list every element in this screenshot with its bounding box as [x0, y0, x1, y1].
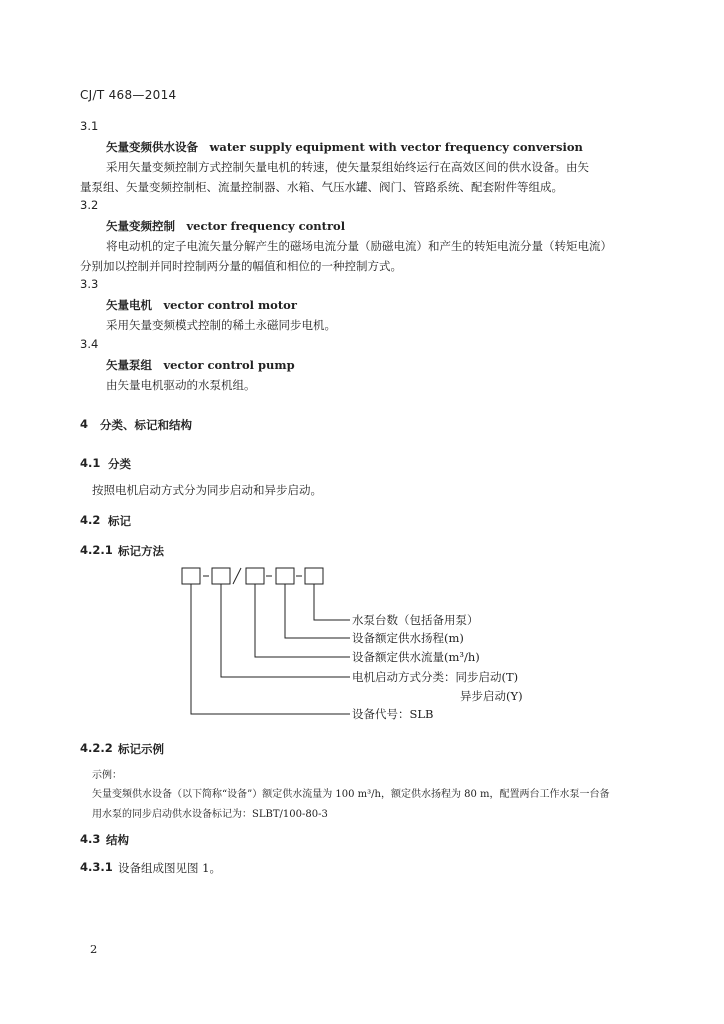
example-label: 示例： — [92, 770, 122, 781]
section-title: 标记方法 — [118, 544, 164, 558]
code-box — [212, 568, 230, 584]
definition-text: 量泵组、矢量变频控制柜、流量控制器、水箱、气压水罐、阀门、管路系统、配套附件等组成。 — [80, 180, 563, 194]
code-box — [305, 568, 323, 584]
section-number: 4.1 — [80, 456, 101, 470]
term-title: 矢量泵组 vector control pump — [106, 358, 295, 372]
diagram-label: 设备额定供水流量(m³/h) — [352, 650, 480, 664]
diagram-label: 设备代号：SLB — [352, 707, 434, 721]
diagram-label: 水泵台数（包括备用泵） — [352, 613, 479, 627]
diagram-label: 设备额定供水扬程(m) — [352, 631, 464, 645]
section-title: 分类、标记和结构 — [100, 418, 192, 432]
definition-text: 采用矢量变频模式控制的稀土永磁同步电机。 — [106, 318, 336, 332]
definition-text: 分别加以控制并同时控制两分量的幅值和相位的一种控制方式。 — [80, 259, 402, 273]
section-title: 标记示例 — [118, 742, 164, 756]
section-title: 结构 — [106, 833, 129, 847]
section-number: 3.4 — [80, 337, 99, 351]
section-number: 4.2 — [80, 513, 101, 527]
section-title: 分类 — [108, 457, 131, 471]
code-box — [246, 568, 264, 584]
document-header: CJ/T 468—2014 — [80, 88, 177, 102]
example-text: 用水泵的同步启动供水设备标记为：SLBT/100-80-3 — [92, 809, 328, 820]
code-box — [276, 568, 294, 584]
section-number: 3.1 — [80, 119, 99, 133]
body-text: 设备组成图见图 1。 — [118, 861, 221, 875]
diagram-label: 异步启动(Y) — [460, 689, 523, 703]
section-number: 3.3 — [80, 277, 99, 291]
term-title: 矢量变频供水设备 water supply equipment with vector frequency conversion — [106, 140, 583, 154]
page-number: 2 — [90, 942, 98, 956]
definition-text: 由矢量电机驱动的水泵机组。 — [106, 378, 256, 392]
body-text: 按照电机启动方式分为同步启动和异步启动。 — [92, 483, 322, 497]
example-text: 矢量变频供水设备（以下简称“设备”）额定供水流量为 100 m³/h，额定供水扬程为 80 m，配置两台工作水泵一台备 — [92, 789, 610, 800]
section-number: 4.3.1 — [80, 860, 113, 874]
section-number: 4.2.1 — [80, 543, 113, 557]
section-number: 4 — [80, 417, 89, 431]
section-title: 标记 — [108, 514, 131, 528]
code-box — [182, 568, 200, 584]
diagram-label: 电机启动方式分类：同步启动(T) — [352, 670, 519, 684]
term-title: 矢量变频控制 vector frequency control — [106, 219, 346, 233]
section-number: 4.3 — [80, 832, 101, 846]
section-number: 3.2 — [80, 198, 99, 212]
definition-text: 将电动机的定子电流矢量分解产生的磁场电流分量（励磁电流）和产生的转矩电流分量（转矩电流） — [106, 239, 612, 253]
definition-text: 采用矢量变频控制方式控制矢量电机的转速，使矢量泵组始终运行在高效区间的供水设备。由矢 — [106, 160, 589, 174]
term-title: 矢量电机 vector control motor — [106, 298, 297, 312]
section-number: 4.2.2 — [80, 741, 113, 755]
